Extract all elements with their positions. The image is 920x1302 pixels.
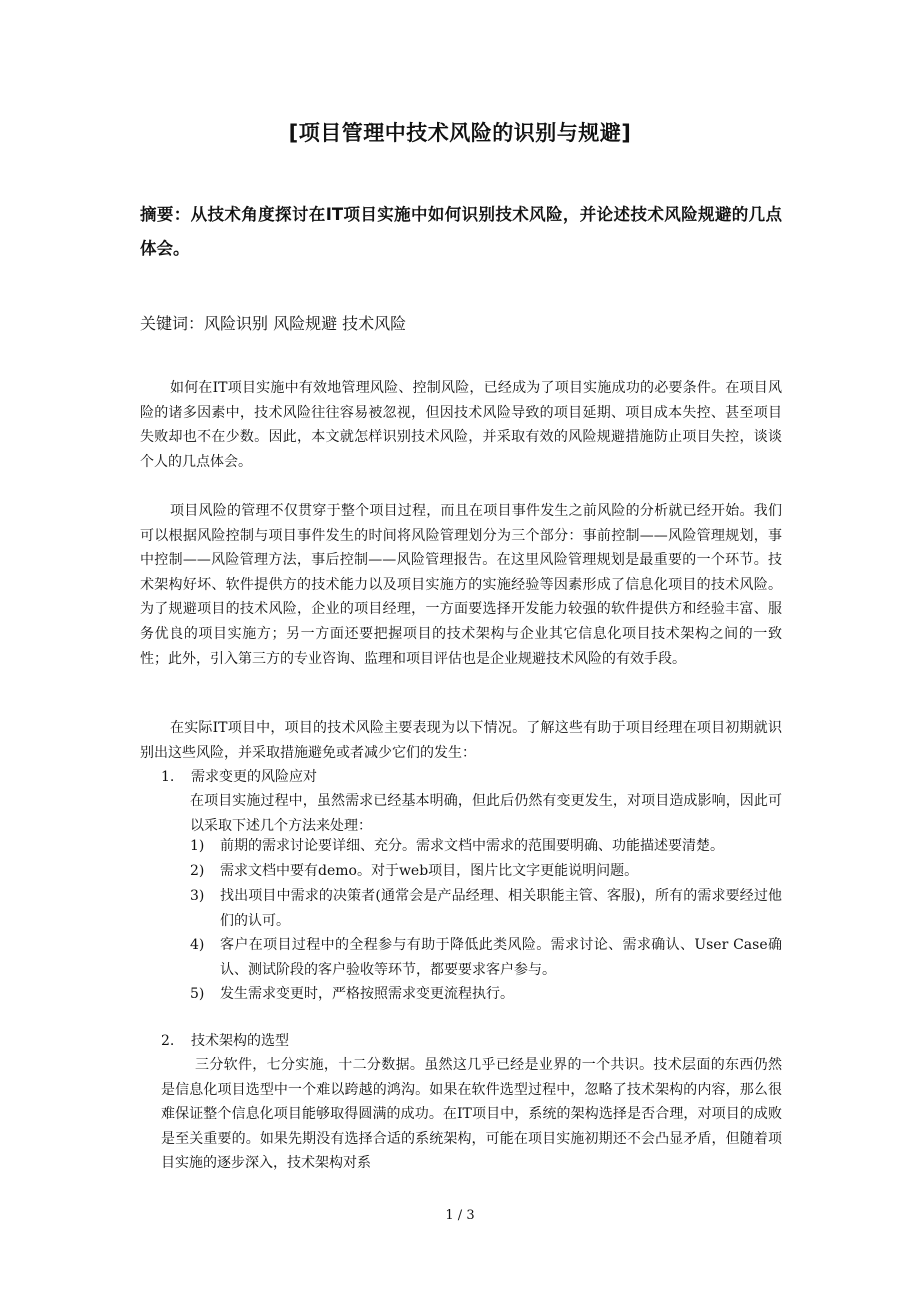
list-item-number: 4) (190, 937, 205, 953)
list-item-text: 前期的需求讨论要详细、充分。需求文档中需求的范围要明确、功能描述要清楚。 (220, 838, 724, 854)
intro-paragraph: 如何在IT项目实施中有效地管理风险、控制风险，已经成为了项目实施成功的必要条件。在项目风险的诸多因素中，技术风险往往容易被忽视，但因技术风险导致的项目延期、项目成本失控、甚至项目失败却也不在少数。因此，本文就怎样识别技术风险，并采取有效的风险规避措施防止项目失控，谈谈个人的几点体会。 (140, 380, 782, 470)
section1-heading (161, 765, 317, 789)
list-item (190, 834, 782, 859)
section1-intro: 在项目实施过程中，虽然需求已经基本明确，但此后仍然有变更发生，对项目造成影响，因此可以采取下述几个方法来处理： (190, 793, 782, 834)
section2-heading-text: 技术架构的选型 (191, 1033, 289, 1049)
keywords: 关键词：风险识别 风险规避 技术风险 (140, 314, 407, 333)
list-item-text: 发生需求变更时，严格按照需求变更流程执行。 (220, 986, 514, 1002)
page-number: 1 / 3 (445, 1208, 475, 1223)
section2-paragraph: 三分软件，七分实施，十二分数据。虽然这几乎已经是业界的一个共识。技术层面的东西仍然是信息化项目选型中一个难以跨越的鸿沟。如果在软件选型过程中，忽略了技术架构的内容，那么很难保证整个信息化项目能够取得圆满的成功。在IT项目中，系统的架构选择是否合理，对项目的成败是至关重要的。如果先期没有选择合适的系统架构，可能在项目实施初期还不会凸显矛盾，但随着项目实施的逐步深入，技术架构对系 (161, 1057, 782, 1172)
list-item-number: 5) (190, 986, 205, 1002)
document-title: [项目管理中技术风险的识别与规避] (288, 121, 632, 145)
section2-number: 2. (161, 1033, 175, 1049)
list-item-text: 需求文档中要有demo。对于web项目，图片比文字更能说明问题。 (220, 863, 639, 879)
list-item-number: 2) (190, 863, 205, 879)
section1-heading-text: 需求变更的风险应对 (191, 769, 317, 785)
list-item-number: 3) (190, 888, 205, 904)
list-item-text: 找出项目中需求的决策者(通常会是产品经理、相关职能主管、客服)，所有的需求要经过他们的认可。 (220, 888, 782, 929)
list-item (190, 933, 782, 982)
list-item-text: 客户在项目过程中的全程参与有助于降低此类风险。需求讨论、需求确认、User Case确认、测试阶段的客户验收等环节，都要要求客户参与。 (220, 937, 782, 978)
abstract: 摘要：从技术角度探讨在IT项目实施中如何识别技术风险，并论述技术风险规避的几点体会。 (140, 205, 782, 258)
situations-paragraph: 在实际IT项目中，项目的技术风险主要表现为以下情况。了解这些有助于项目经理在项目初期就识别出这些风险，并采取措施避免或者减少它们的发生： (140, 720, 782, 761)
list-item-number: 1) (190, 838, 205, 854)
list-item (190, 982, 782, 1007)
section2-heading (161, 1029, 289, 1053)
list-item (190, 859, 782, 884)
section1-number: 1. (161, 769, 175, 785)
list-item (190, 884, 782, 933)
risk-management-paragraph: 项目风险的管理不仅贯穿于整个项目过程，而且在项目事件发生之前风险的分析就已经开始。我们可以根据风险控制与项目事件发生的时间将风险管理划分为三个部分：事前控制——风险管理规划，事中控制——风险管理方法，事后控制——风险管理报告。在这里风险管理规划是最重要的一个环节。技术架构好坏、软件提供方的技术能力以及项目实施方的实施经验等因素形成了信息化项目的技术风险。为了规避项目的技术风险，企业的项目经理，一方面要选择开发能力较强的软件提供方和经验丰富、服务优良的项目实施方；另一方面还要把握项目的技术架构与企业其它信息化项目技术架构之间的一致性；此外，引入第三方的专业咨询、监理和项目评估也是企业规避技术风险的有效手段。 (140, 503, 782, 667)
